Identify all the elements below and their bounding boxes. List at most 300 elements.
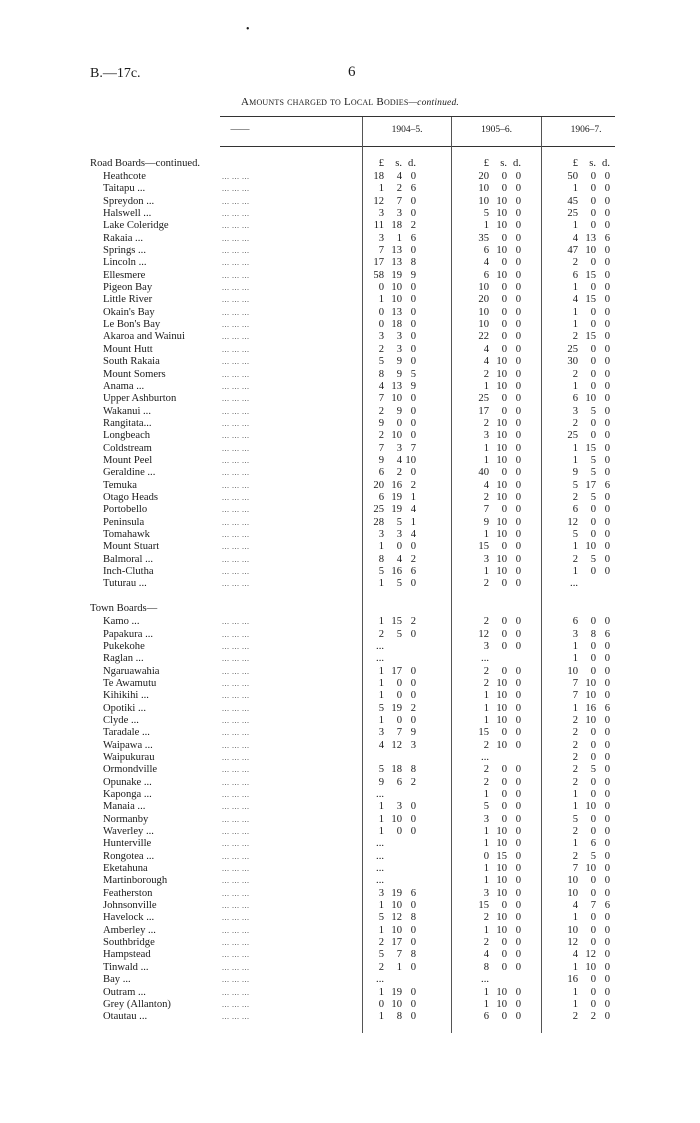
- board-name: Taitapu ...: [103, 183, 146, 195]
- board-name: Southbridge: [103, 937, 155, 949]
- board-name: Rongotea ...: [103, 850, 155, 862]
- leader-dots: ... ... ...: [222, 913, 250, 923]
- amount-cell: ...: [481, 974, 489, 986]
- amount-cell: 0: [590, 875, 596, 887]
- table-row: [0, 962, 700, 974]
- amount-cell: 0: [410, 393, 416, 405]
- amount-cell: 0: [410, 282, 416, 294]
- amount-cell: 4: [410, 504, 416, 516]
- amount-cell: 0: [501, 1011, 507, 1023]
- amount-cell: 0: [590, 380, 596, 392]
- amount-cell: 0: [410, 245, 416, 257]
- amount-cell: 10: [585, 714, 596, 726]
- amount-cell: 0: [410, 924, 416, 936]
- board-name: Spreydon ...: [103, 195, 155, 207]
- amount-cell: 0: [604, 541, 610, 553]
- amount-cell: 1: [572, 282, 578, 294]
- amount-cell: 1: [572, 653, 578, 665]
- amount-cell: 0: [590, 282, 596, 294]
- amount-cell: 6: [410, 566, 416, 577]
- board-name: Waipawa ...: [103, 739, 153, 751]
- amount-cell: 10: [496, 356, 507, 368]
- amount-cell: 1: [378, 183, 384, 195]
- amount-cell: 0: [604, 566, 610, 577]
- amount-cell: 40: [478, 467, 489, 479]
- amount-cell: 0: [604, 1011, 610, 1023]
- amount-cell: 0: [604, 195, 610, 207]
- table-row: [0, 492, 700, 504]
- board-name: Manaia ...: [103, 801, 146, 813]
- table-row: [0, 616, 700, 628]
- amount-cell: 3: [410, 739, 416, 751]
- board-name: Featherston: [103, 887, 153, 899]
- unit-label: s.: [500, 158, 507, 169]
- amount-cell: 0: [515, 702, 521, 714]
- amount-cell: 5: [572, 479, 578, 491]
- amount-cell: 10: [567, 665, 578, 677]
- board-name: Le Bon's Bay: [103, 319, 161, 331]
- amount-cell: 2: [378, 430, 384, 442]
- leader-dots: ... ... ...: [222, 802, 250, 812]
- table-row: [0, 171, 700, 183]
- amount-cell: 0: [604, 924, 610, 936]
- table-row: [0, 838, 700, 850]
- amount-cell: 3: [483, 813, 489, 825]
- amount-cell: 2: [572, 368, 578, 380]
- leader-dots: ... ... ...: [222, 270, 250, 280]
- amount-cell: 1: [483, 714, 489, 726]
- amount-cell: 58: [373, 269, 384, 281]
- board-name: Tuturau ...: [103, 578, 147, 590]
- amount-cell: 10: [567, 924, 578, 936]
- table-row: [0, 715, 700, 727]
- amount-cell: 2: [483, 491, 489, 503]
- amount-cell: 1: [572, 640, 578, 652]
- amount-cell: 0: [501, 937, 507, 949]
- amount-cell: 0: [410, 801, 416, 813]
- amount-cell: 0: [515, 208, 521, 220]
- amount-cell: 10: [496, 702, 507, 714]
- amount-cell: 10: [391, 900, 402, 912]
- board-name: Martinborough: [103, 875, 168, 887]
- amount-cell: 2: [572, 776, 578, 788]
- amount-cell: 0: [590, 417, 596, 429]
- board-name: Grey (Allanton): [103, 998, 171, 1010]
- amount-cell: 9: [396, 368, 402, 380]
- amount-cell: 1: [572, 998, 578, 1010]
- amount-cell: 50: [567, 171, 578, 182]
- unit-label: £: [483, 158, 489, 169]
- amount-cell: 0: [410, 356, 416, 368]
- amount-cell: 1: [378, 813, 384, 825]
- amount-cell: 0: [604, 690, 610, 702]
- leader-dots: ... ... ...: [222, 431, 250, 441]
- amount-cell: 2: [378, 961, 384, 973]
- amount-cell: 0: [515, 813, 521, 825]
- amount-cell: 2: [410, 616, 416, 628]
- amount-cell: 0: [396, 677, 402, 689]
- amount-cell: 1: [572, 566, 578, 577]
- board-name: Waipukurau: [103, 751, 155, 763]
- table-row: [0, 912, 700, 924]
- board-name: Ellesmere: [103, 269, 146, 281]
- leader-dots: ... ... ...: [222, 851, 250, 861]
- amount-cell: 0: [410, 578, 416, 590]
- table-row: [0, 764, 700, 776]
- table-row: [0, 863, 700, 875]
- board-name: Otautau ...: [103, 1011, 148, 1023]
- amount-cell: 10: [496, 690, 507, 702]
- amount-cell: 0: [515, 553, 521, 565]
- amount-cell: 0: [410, 331, 416, 343]
- table-row: [0, 801, 700, 813]
- amount-cell: 19: [391, 504, 402, 516]
- amount-cell: 0: [515, 850, 521, 862]
- leader-dots: ... ... ...: [222, 209, 250, 219]
- section-title-row: [0, 158, 700, 171]
- amount-cell: 2: [483, 417, 489, 429]
- amount-cell: 15: [585, 442, 596, 454]
- amount-cell: 17: [391, 665, 402, 677]
- amount-cell: 0: [604, 491, 610, 503]
- amount-cell: 0: [515, 393, 521, 405]
- amount-cell: 0: [590, 813, 596, 825]
- amount-cell: 0: [515, 1011, 521, 1023]
- amount-cell: 12: [373, 195, 384, 207]
- amount-cell: 0: [515, 245, 521, 257]
- amount-cell: 10: [391, 998, 402, 1010]
- caption-suffix: —continued.: [408, 98, 459, 108]
- amount-cell: 1: [378, 900, 384, 912]
- amount-cell: 1: [572, 986, 578, 998]
- amount-cell: 2: [572, 331, 578, 343]
- amount-cell: 2: [378, 343, 384, 355]
- amount-cell: 1: [378, 541, 384, 553]
- amount-cell: 6: [604, 702, 610, 714]
- leader-dots: ... ... ...: [222, 554, 250, 564]
- leader-dots: ... ... ...: [222, 542, 250, 552]
- amount-cell: 2: [572, 1011, 578, 1023]
- amount-cell: 0: [501, 640, 507, 652]
- board-name: Pukekohe: [103, 640, 145, 652]
- amount-cell: 5: [378, 949, 384, 961]
- amount-cell: 1: [378, 578, 384, 590]
- amount-cell: ...: [376, 875, 384, 887]
- amount-cell: 0: [515, 183, 521, 195]
- board-name: Ormondville: [103, 764, 158, 776]
- table-row: [0, 703, 700, 715]
- amount-cell: 0: [590, 924, 596, 936]
- board-name: Okain's Bay: [103, 306, 155, 318]
- amount-cell: 1: [483, 220, 489, 232]
- amount-cell: 0: [604, 368, 610, 380]
- amount-cell: 0: [410, 690, 416, 702]
- table-row: [0, 875, 700, 887]
- amount-cell: 2: [483, 764, 489, 776]
- leader-dots: ... ... ...: [222, 320, 250, 330]
- amount-cell: 10: [391, 282, 402, 294]
- amount-cell: 1: [572, 789, 578, 800]
- amount-cell: 6: [483, 269, 489, 281]
- amount-cell: 10: [585, 690, 596, 702]
- amount-cell: 13: [585, 232, 596, 244]
- amount-cell: 10: [585, 541, 596, 553]
- amount-cell: 9: [378, 454, 384, 466]
- speck-mark: •: [246, 24, 250, 35]
- leader-dots: ... ... ...: [222, 752, 250, 762]
- amount-cell: 9: [396, 405, 402, 417]
- amount-cell: 1: [378, 714, 384, 726]
- leader-dots: ... ... ...: [222, 962, 250, 972]
- amount-cell: 1: [572, 961, 578, 973]
- amount-cell: 2: [410, 702, 416, 714]
- leader-dots: ... ... ...: [222, 307, 250, 317]
- amount-cell: 0: [604, 875, 610, 887]
- amount-cell: 2: [572, 727, 578, 739]
- amount-cell: 6: [410, 887, 416, 899]
- amount-cell: 0: [501, 331, 507, 343]
- amount-cell: 3: [378, 232, 384, 244]
- amount-cell: 2: [572, 764, 578, 776]
- amount-cell: 0: [604, 343, 610, 355]
- amount-cell: 1: [572, 442, 578, 454]
- amount-cell: 10: [478, 282, 489, 294]
- table-row: [0, 974, 700, 986]
- amount-cell: 10: [496, 195, 507, 207]
- amount-cell: 0: [501, 616, 507, 628]
- amount-cell: 0: [590, 998, 596, 1010]
- board-name: Havelock ...: [103, 912, 155, 924]
- amount-cell: 6: [604, 232, 610, 244]
- amount-cell: 15: [478, 541, 489, 553]
- amount-cell: 20: [478, 171, 489, 182]
- amount-cell: 3: [483, 887, 489, 899]
- table-row: [0, 653, 700, 665]
- amount-cell: 6: [378, 491, 384, 503]
- amount-cell: 10: [496, 491, 507, 503]
- amount-cell: 10: [496, 269, 507, 281]
- amount-cell: 10: [391, 924, 402, 936]
- amount-cell: 9: [483, 516, 489, 528]
- amount-cell: 0: [410, 677, 416, 689]
- amount-cell: 1: [483, 454, 489, 466]
- amount-cell: 1: [483, 826, 489, 838]
- amount-cell: 0: [501, 801, 507, 813]
- amount-cell: 2: [572, 257, 578, 269]
- table-row: [0, 529, 700, 541]
- amount-cell: 0: [410, 813, 416, 825]
- board-name: Kamo ...: [103, 616, 140, 628]
- amount-cell: 1: [483, 998, 489, 1010]
- table-row: [0, 393, 700, 405]
- amount-cell: 0: [590, 343, 596, 355]
- amount-cell: 0: [515, 924, 521, 936]
- amount-cell: ...: [481, 751, 489, 763]
- amount-cell: 12: [567, 516, 578, 528]
- amount-cell: 0: [515, 578, 521, 590]
- amount-cell: 0: [515, 479, 521, 491]
- board-name: Coldstream: [103, 442, 152, 454]
- board-name: Outram ...: [103, 986, 146, 998]
- amount-cell: ...: [570, 578, 578, 590]
- amount-cell: 0: [378, 319, 384, 331]
- amount-cell: 0: [604, 998, 610, 1010]
- board-name: Ngaruawahia: [103, 665, 160, 677]
- amount-cell: 10: [496, 220, 507, 232]
- amount-cell: 0: [515, 220, 521, 232]
- leader-dots: ... ... ...: [222, 258, 250, 268]
- amount-cell: 0: [604, 776, 610, 788]
- amount-cell: 10: [496, 454, 507, 466]
- amount-cell: 0: [604, 306, 610, 318]
- amount-cell: ...: [376, 974, 384, 986]
- amount-cell: 5: [590, 850, 596, 862]
- amount-cell: 5: [590, 491, 596, 503]
- amount-cell: 0: [604, 183, 610, 195]
- amount-cell: 6: [410, 232, 416, 244]
- amount-cell: 0: [604, 714, 610, 726]
- amount-cell: 0: [515, 195, 521, 207]
- amount-cell: 0: [501, 319, 507, 331]
- table-row: [0, 851, 700, 863]
- leader-dots: ... ... ...: [222, 357, 250, 367]
- board-name: Hunterville: [103, 838, 152, 850]
- amount-cell: 28: [373, 516, 384, 528]
- amount-cell: 0: [515, 430, 521, 442]
- amount-cell: 0: [590, 665, 596, 677]
- amount-cell: 0: [501, 183, 507, 195]
- amount-cell: 15: [585, 331, 596, 343]
- amount-cell: 17: [585, 479, 596, 491]
- leader-dots: ... ... ...: [222, 666, 250, 676]
- board-name: Temuka: [103, 479, 137, 491]
- amount-cell: 1: [572, 454, 578, 466]
- board-name: Normanby: [103, 813, 149, 825]
- table-row: [0, 245, 700, 257]
- amount-cell: 0: [604, 764, 610, 776]
- amount-cell: 0: [604, 220, 610, 232]
- amount-cell: 13: [391, 257, 402, 269]
- board-name: Opunake ...: [103, 776, 152, 788]
- board-name: Te Awamutu: [103, 677, 157, 689]
- amount-cell: 4: [572, 900, 578, 912]
- amount-cell: 10: [496, 245, 507, 257]
- amount-cell: 22: [478, 331, 489, 343]
- amount-cell: 4: [572, 294, 578, 306]
- amount-cell: 4: [483, 479, 489, 491]
- amount-cell: 1: [483, 566, 489, 577]
- amount-cell: 0: [501, 541, 507, 553]
- leader-dots: ... ... ...: [222, 777, 250, 787]
- amount-cell: 5: [590, 553, 596, 565]
- amount-cell: 17: [391, 937, 402, 949]
- amount-cell: 0: [604, 405, 610, 417]
- amount-cell: 0: [396, 417, 402, 429]
- amount-cell: 0: [590, 653, 596, 665]
- amount-cell: 0: [590, 826, 596, 838]
- amount-cell: 0: [410, 961, 416, 973]
- amount-cell: 0: [410, 998, 416, 1010]
- amount-cell: 0: [604, 850, 610, 862]
- board-name: Tomahawk: [103, 528, 150, 540]
- amount-cell: 0: [515, 356, 521, 368]
- amount-cell: 0: [396, 826, 402, 838]
- amount-cell: 6: [572, 504, 578, 516]
- amount-cell: 1: [572, 220, 578, 232]
- amount-cell: 0: [410, 826, 416, 838]
- amount-cell: 6: [604, 900, 610, 912]
- amount-cell: 0: [604, 813, 610, 825]
- amount-cell: 16: [391, 566, 402, 577]
- amount-cell: 0: [396, 714, 402, 726]
- amount-cell: 15: [478, 727, 489, 739]
- amount-cell: 2: [378, 937, 384, 949]
- amount-cell: 1: [396, 961, 402, 973]
- table-row: [0, 381, 700, 393]
- amount-cell: 7: [396, 727, 402, 739]
- leader-dots: ... ... ...: [222, 864, 250, 874]
- amount-cell: 10: [496, 714, 507, 726]
- amount-cell: 0: [515, 949, 521, 961]
- section-title: Town Boards—: [90, 603, 158, 615]
- board-name: Opotiki ...: [103, 702, 146, 714]
- table-row: [0, 949, 700, 961]
- amount-cell: 7: [378, 393, 384, 405]
- amount-cell: 0: [378, 306, 384, 318]
- amount-cell: 3: [378, 331, 384, 343]
- amount-cell: 2: [410, 220, 416, 232]
- amount-cell: 3: [396, 331, 402, 343]
- board-name: Mount Peel: [103, 454, 153, 466]
- amount-cell: 25: [373, 504, 384, 516]
- leader-dots: ... ... ...: [222, 938, 250, 948]
- amount-cell: 3: [483, 553, 489, 565]
- leader-dots: ... ... ...: [222, 999, 250, 1009]
- amount-cell: 10: [496, 998, 507, 1010]
- amount-cell: 0: [604, 838, 610, 850]
- amount-cell: 3: [483, 640, 489, 652]
- leader-dots: ... ... ...: [222, 765, 250, 775]
- amount-cell: 5: [590, 454, 596, 466]
- amount-cell: 0: [515, 998, 521, 1010]
- amount-cell: 1: [483, 789, 489, 800]
- amount-cell: 0: [515, 887, 521, 899]
- board-name: Mount Hutt: [103, 343, 153, 355]
- table-row: [0, 319, 700, 331]
- amount-cell: 9: [378, 417, 384, 429]
- amount-cell: 0: [604, 937, 610, 949]
- amount-cell: 0: [515, 454, 521, 466]
- amount-cell: 7: [378, 442, 384, 454]
- amount-cell: 10: [391, 393, 402, 405]
- table-row: [0, 480, 700, 492]
- amount-cell: 18: [391, 220, 402, 232]
- amount-cell: 19: [391, 269, 402, 281]
- amount-cell: 0: [590, 751, 596, 763]
- amount-cell: 1: [378, 1011, 384, 1023]
- board-name: Johnsonville: [103, 900, 157, 912]
- amount-cell: 6: [572, 269, 578, 281]
- leader-dots: ... ... ...: [222, 505, 250, 515]
- amount-cell: 13: [391, 245, 402, 257]
- amount-cell: 6: [590, 838, 596, 850]
- amount-cell: 13: [391, 306, 402, 318]
- board-name: Anama ...: [103, 380, 145, 392]
- amount-cell: 15: [585, 294, 596, 306]
- amount-cell: 10: [567, 875, 578, 887]
- leader-dots: ... ... ...: [222, 715, 250, 725]
- amount-cell: 10: [585, 677, 596, 689]
